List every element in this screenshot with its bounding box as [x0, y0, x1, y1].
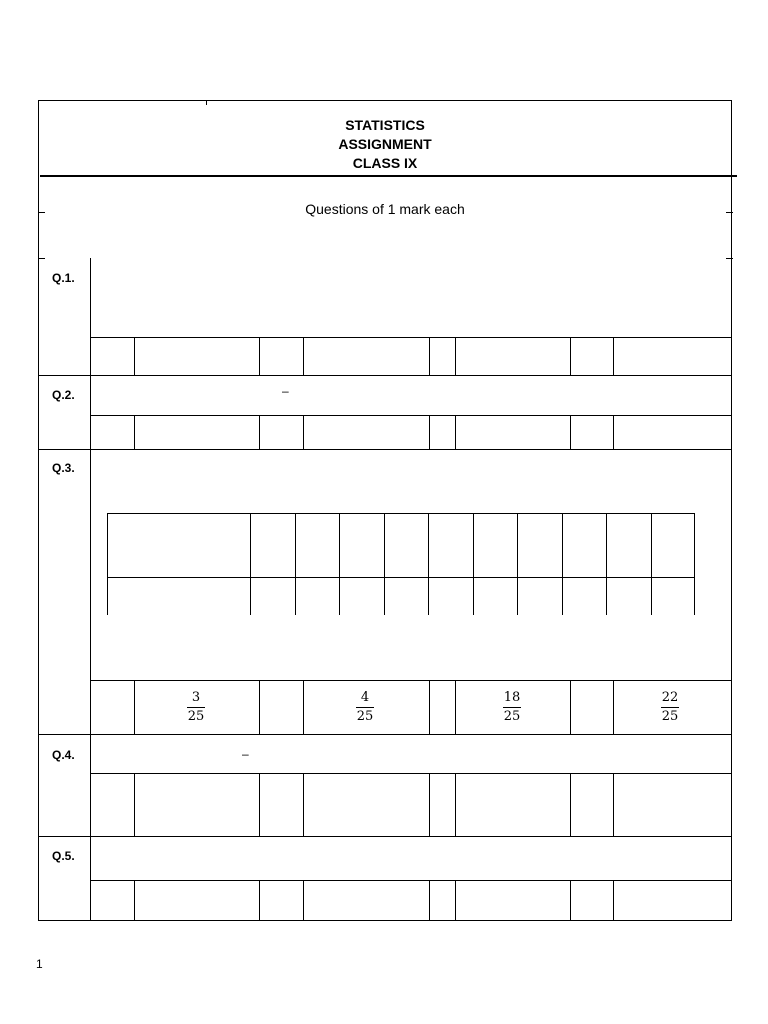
q1-opt-divider [259, 337, 260, 375]
q2-opt-divider [613, 415, 614, 449]
right-tick-2 [726, 258, 733, 259]
q1-opt-divider [303, 337, 304, 375]
q3-table-col [517, 513, 518, 615]
q2-opt-divider [134, 415, 135, 449]
q5-options-top [90, 880, 732, 881]
q3-option-c-fraction [492, 690, 532, 725]
q4-opt-divider [259, 773, 260, 836]
fraction-denominator: 25 [187, 709, 205, 724]
fraction-denominator: 25 [503, 709, 521, 724]
q3-table-col [339, 513, 340, 615]
fraction-numerator: 3 [191, 690, 201, 705]
left-tick-2 [38, 258, 45, 259]
q3-opt-divider [259, 680, 260, 734]
header-separator [40, 175, 737, 177]
section-heading: Questions of 1 mark each [305, 201, 465, 217]
q5-opt-divider [429, 880, 430, 921]
question-label-q5: Q.5. [52, 849, 75, 863]
q3-table-col [295, 513, 296, 615]
q3-table-col [562, 513, 563, 615]
header-notch [206, 100, 207, 105]
q3-option-b-fraction [345, 690, 385, 725]
question-label-q1: Q.1. [52, 271, 75, 285]
q1-opt-divider [429, 337, 430, 375]
q1-bottom [38, 375, 732, 376]
q3-opt-divider [303, 680, 304, 734]
q2-dash: – [282, 384, 289, 398]
q3-options-top [90, 680, 732, 681]
q3-option-d-fraction [650, 690, 690, 725]
q2-opt-divider [455, 415, 456, 449]
fraction-bar [356, 707, 374, 708]
fraction-numerator: 4 [360, 690, 370, 705]
q4-opt-divider [613, 773, 614, 836]
q2-opt-divider [303, 415, 304, 449]
question-label-q2: Q.2. [52, 388, 75, 402]
label-column-divider [90, 258, 91, 921]
q2-bottom [38, 449, 732, 450]
q4-options-top [90, 773, 732, 774]
fraction-denominator: 25 [661, 709, 679, 724]
q3-opt-divider [613, 680, 614, 734]
q4-opt-divider [570, 773, 571, 836]
q5-opt-divider [613, 880, 614, 921]
q2-opt-divider [429, 415, 430, 449]
q1-opt-divider [134, 337, 135, 375]
q3-table-col [606, 513, 607, 615]
q5-opt-divider [455, 880, 456, 921]
q2-opt-divider [570, 415, 571, 449]
q4-bottom [38, 836, 732, 837]
question-label-q4: Q.4. [52, 748, 75, 762]
fraction-numerator: 18 [503, 690, 521, 705]
q3-opt-divider [134, 680, 135, 734]
title-statistics: STATISTICS [345, 117, 425, 133]
q5-opt-divider [134, 880, 135, 921]
fraction-bar [661, 707, 679, 708]
q2-opt-divider [259, 415, 260, 449]
page-number: 1 [36, 957, 43, 971]
q3-table-col [428, 513, 429, 615]
q1-opt-divider [570, 337, 571, 375]
question-label-q3: Q.3. [52, 461, 75, 475]
title-assignment: ASSIGNMENT [338, 136, 432, 152]
fraction-denominator: 25 [356, 709, 374, 724]
q3-opt-divider [570, 680, 571, 734]
q4-opt-divider [429, 773, 430, 836]
q5-opt-divider [259, 880, 260, 921]
document-frame [38, 100, 732, 921]
fraction-numerator: 22 [661, 690, 679, 705]
q1-opt-divider [455, 337, 456, 375]
q3-option-a-fraction [176, 690, 216, 725]
q4-opt-divider [134, 773, 135, 836]
q4-dash: – [242, 747, 249, 761]
fraction-bar [187, 707, 205, 708]
q3-opt-divider [429, 680, 430, 734]
q3-table-col [473, 513, 474, 615]
q3-opt-divider [455, 680, 456, 734]
q3-table-col [384, 513, 385, 615]
q2-options-top [90, 415, 732, 416]
q4-opt-divider [455, 773, 456, 836]
q1-options-top [90, 337, 732, 338]
title-class: CLASS IX [352, 155, 418, 171]
q3-table-col [651, 513, 652, 615]
q1-opt-divider [613, 337, 614, 375]
q5-opt-divider [303, 880, 304, 921]
q5-opt-divider [570, 880, 571, 921]
q3-table-col [250, 513, 251, 615]
q3-bottom [38, 734, 732, 735]
q4-opt-divider [303, 773, 304, 836]
fraction-bar [503, 707, 521, 708]
